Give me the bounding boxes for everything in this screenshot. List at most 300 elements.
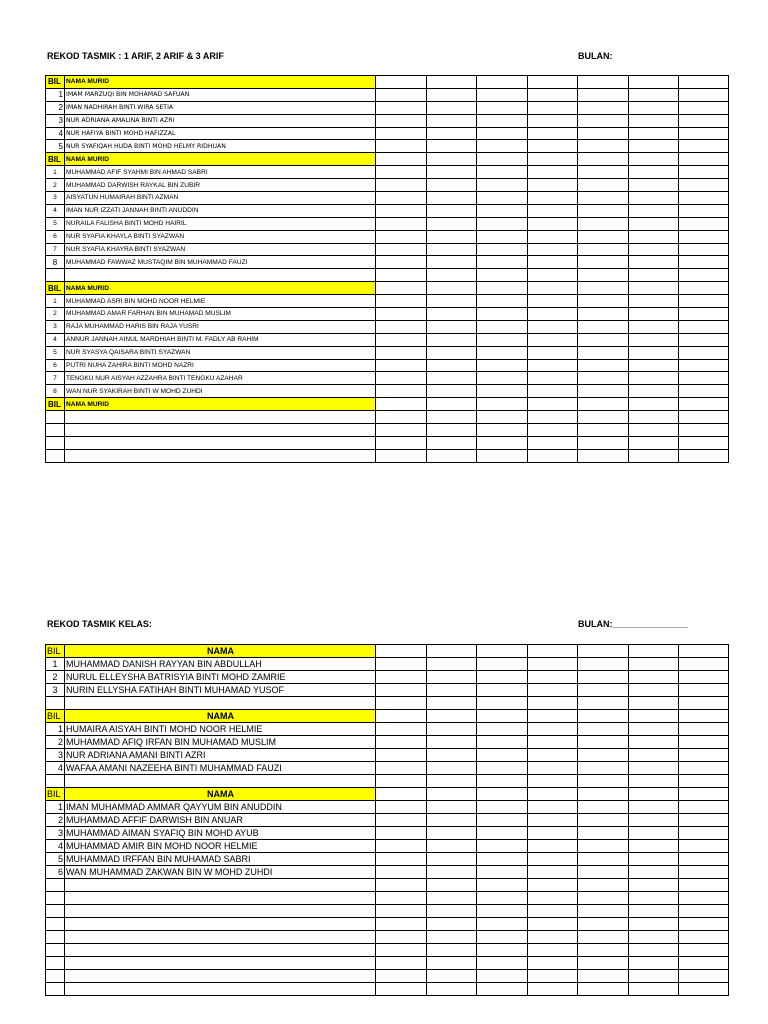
record-cell[interactable] <box>528 76 578 89</box>
record-cell[interactable] <box>679 671 729 684</box>
record-cell[interactable] <box>578 398 629 411</box>
record-cell[interactable] <box>427 127 477 140</box>
record-cell[interactable] <box>376 320 427 333</box>
record-cell[interactable] <box>578 853 629 866</box>
record-cell[interactable] <box>376 827 427 840</box>
record-cell[interactable] <box>679 243 729 256</box>
record-cell[interactable] <box>477 76 528 89</box>
record-cell[interactable] <box>427 892 477 905</box>
record-cell[interactable] <box>427 269 477 282</box>
record-cell[interactable] <box>477 166 528 179</box>
record-cell[interactable] <box>578 905 629 918</box>
record-cell[interactable] <box>528 905 578 918</box>
record-cell[interactable] <box>477 645 528 658</box>
record-cell[interactable] <box>477 372 528 385</box>
record-cell[interactable] <box>629 179 679 192</box>
record-cell[interactable] <box>528 256 578 269</box>
record-cell[interactable] <box>376 658 427 671</box>
record-cell[interactable] <box>528 333 578 346</box>
record-cell[interactable] <box>528 827 578 840</box>
record-cell[interactable] <box>679 827 729 840</box>
record-cell[interactable] <box>427 282 477 295</box>
record-cell[interactable] <box>427 359 477 372</box>
record-cell[interactable] <box>477 723 528 736</box>
record-cell[interactable] <box>528 449 578 462</box>
record-cell[interactable] <box>376 801 427 814</box>
record-cell[interactable] <box>679 295 729 308</box>
record-cell[interactable] <box>376 166 427 179</box>
record-cell[interactable] <box>679 385 729 398</box>
record-cell[interactable] <box>528 114 578 127</box>
record-cell[interactable] <box>679 658 729 671</box>
record-cell[interactable] <box>376 308 427 321</box>
record-cell[interactable] <box>477 827 528 840</box>
record-cell[interactable] <box>376 76 427 89</box>
record-cell[interactable] <box>427 385 477 398</box>
record-cell[interactable] <box>528 879 578 892</box>
record-cell[interactable] <box>376 127 427 140</box>
record-cell[interactable] <box>629 282 679 295</box>
record-cell[interactable] <box>427 308 477 321</box>
record-cell[interactable] <box>679 179 729 192</box>
record-cell[interactable] <box>528 153 578 166</box>
record-cell[interactable] <box>477 333 528 346</box>
record-cell[interactable] <box>578 256 629 269</box>
record-cell[interactable] <box>477 256 528 269</box>
record-cell[interactable] <box>376 204 427 217</box>
record-cell[interactable] <box>427 762 477 775</box>
record-cell[interactable] <box>376 723 427 736</box>
record-cell[interactable] <box>629 879 679 892</box>
record-cell[interactable] <box>376 114 427 127</box>
record-cell[interactable] <box>629 76 679 89</box>
record-cell[interactable] <box>578 153 629 166</box>
record-cell[interactable] <box>629 217 679 230</box>
record-cell[interactable] <box>578 449 629 462</box>
record-cell[interactable] <box>477 424 528 437</box>
record-cell[interactable] <box>427 671 477 684</box>
record-cell[interactable] <box>578 179 629 192</box>
record-cell[interactable] <box>578 840 629 853</box>
record-cell[interactable] <box>629 192 679 205</box>
record-cell[interactable] <box>679 140 729 153</box>
record-cell[interactable] <box>679 398 729 411</box>
record-cell[interactable] <box>528 697 578 710</box>
record-cell[interactable] <box>679 814 729 827</box>
record-cell[interactable] <box>427 411 477 424</box>
record-cell[interactable] <box>679 736 729 749</box>
record-cell[interactable] <box>578 436 629 449</box>
record-cell[interactable] <box>679 346 729 359</box>
record-cell[interactable] <box>427 256 477 269</box>
record-cell[interactable] <box>578 333 629 346</box>
record-cell[interactable] <box>477 814 528 827</box>
record-cell[interactable] <box>477 775 528 788</box>
record-cell[interactable] <box>578 931 629 944</box>
record-cell[interactable] <box>477 866 528 879</box>
record-cell[interactable] <box>528 372 578 385</box>
record-cell[interactable] <box>578 710 629 723</box>
record-cell[interactable] <box>477 101 528 114</box>
record-cell[interactable] <box>679 192 729 205</box>
record-cell[interactable] <box>477 853 528 866</box>
record-cell[interactable] <box>629 101 679 114</box>
record-cell[interactable] <box>477 320 528 333</box>
record-cell[interactable] <box>528 269 578 282</box>
record-cell[interactable] <box>477 970 528 983</box>
record-cell[interactable] <box>376 905 427 918</box>
record-cell[interactable] <box>578 114 629 127</box>
record-cell[interactable] <box>427 424 477 437</box>
record-cell[interactable] <box>679 645 729 658</box>
record-cell[interactable] <box>427 192 477 205</box>
record-cell[interactable] <box>528 359 578 372</box>
record-cell[interactable] <box>679 269 729 282</box>
record-cell[interactable] <box>629 931 679 944</box>
record-cell[interactable] <box>578 892 629 905</box>
record-cell[interactable] <box>578 372 629 385</box>
record-cell[interactable] <box>528 736 578 749</box>
record-cell[interactable] <box>679 749 729 762</box>
record-cell[interactable] <box>578 918 629 931</box>
record-cell[interactable] <box>376 853 427 866</box>
record-cell[interactable] <box>578 723 629 736</box>
record-cell[interactable] <box>578 127 629 140</box>
record-cell[interactable] <box>376 217 427 230</box>
record-cell[interactable] <box>427 684 477 697</box>
record-cell[interactable] <box>477 230 528 243</box>
record-cell[interactable] <box>629 749 679 762</box>
record-cell[interactable] <box>578 101 629 114</box>
record-cell[interactable] <box>477 192 528 205</box>
record-cell[interactable] <box>629 308 679 321</box>
record-cell[interactable] <box>427 217 477 230</box>
record-cell[interactable] <box>629 970 679 983</box>
record-cell[interactable] <box>679 114 729 127</box>
record-cell[interactable] <box>578 788 629 801</box>
record-cell[interactable] <box>679 983 729 996</box>
record-cell[interactable] <box>376 736 427 749</box>
record-cell[interactable] <box>578 269 629 282</box>
record-cell[interactable] <box>427 645 477 658</box>
record-cell[interactable] <box>528 801 578 814</box>
record-cell[interactable] <box>376 230 427 243</box>
record-cell[interactable] <box>427 801 477 814</box>
record-cell[interactable] <box>679 853 729 866</box>
record-cell[interactable] <box>629 411 679 424</box>
record-cell[interactable] <box>629 256 679 269</box>
record-cell[interactable] <box>679 775 729 788</box>
record-cell[interactable] <box>528 918 578 931</box>
record-cell[interactable] <box>376 944 427 957</box>
record-cell[interactable] <box>679 840 729 853</box>
record-cell[interactable] <box>629 710 679 723</box>
record-cell[interactable] <box>376 957 427 970</box>
record-cell[interactable] <box>477 697 528 710</box>
record-cell[interactable] <box>679 333 729 346</box>
record-cell[interactable] <box>528 101 578 114</box>
record-cell[interactable] <box>629 697 679 710</box>
record-cell[interactable] <box>477 127 528 140</box>
record-cell[interactable] <box>477 308 528 321</box>
record-cell[interactable] <box>629 827 679 840</box>
record-cell[interactable] <box>427 436 477 449</box>
record-cell[interactable] <box>629 295 679 308</box>
record-cell[interactable] <box>528 243 578 256</box>
record-cell[interactable] <box>477 983 528 996</box>
record-cell[interactable] <box>629 788 679 801</box>
record-cell[interactable] <box>427 295 477 308</box>
record-cell[interactable] <box>578 217 629 230</box>
record-cell[interactable] <box>427 114 477 127</box>
record-cell[interactable] <box>679 217 729 230</box>
record-cell[interactable] <box>629 243 679 256</box>
record-cell[interactable] <box>477 931 528 944</box>
record-cell[interactable] <box>629 892 679 905</box>
record-cell[interactable] <box>629 684 679 697</box>
record-cell[interactable] <box>629 983 679 996</box>
record-cell[interactable] <box>376 970 427 983</box>
record-cell[interactable] <box>477 359 528 372</box>
record-cell[interactable] <box>528 411 578 424</box>
record-cell[interactable] <box>376 295 427 308</box>
record-cell[interactable] <box>427 230 477 243</box>
record-cell[interactable] <box>528 970 578 983</box>
record-cell[interactable] <box>376 398 427 411</box>
record-cell[interactable] <box>578 957 629 970</box>
record-cell[interactable] <box>629 424 679 437</box>
record-cell[interactable] <box>679 166 729 179</box>
record-cell[interactable] <box>477 269 528 282</box>
record-cell[interactable] <box>376 140 427 153</box>
record-cell[interactable] <box>578 411 629 424</box>
record-cell[interactable] <box>629 762 679 775</box>
record-cell[interactable] <box>679 801 729 814</box>
record-cell[interactable] <box>629 840 679 853</box>
record-cell[interactable] <box>477 749 528 762</box>
record-cell[interactable] <box>427 179 477 192</box>
record-cell[interactable] <box>376 840 427 853</box>
record-cell[interactable] <box>629 736 679 749</box>
record-cell[interactable] <box>629 359 679 372</box>
record-cell[interactable] <box>477 204 528 217</box>
record-cell[interactable] <box>528 853 578 866</box>
record-cell[interactable] <box>528 436 578 449</box>
record-cell[interactable] <box>427 372 477 385</box>
record-cell[interactable] <box>679 723 729 736</box>
record-cell[interactable] <box>629 449 679 462</box>
record-cell[interactable] <box>376 192 427 205</box>
record-cell[interactable] <box>477 671 528 684</box>
record-cell[interactable] <box>427 840 477 853</box>
record-cell[interactable] <box>578 645 629 658</box>
record-cell[interactable] <box>376 918 427 931</box>
record-cell[interactable] <box>376 983 427 996</box>
record-cell[interactable] <box>427 879 477 892</box>
record-cell[interactable] <box>477 153 528 166</box>
record-cell[interactable] <box>578 814 629 827</box>
record-cell[interactable] <box>629 320 679 333</box>
record-cell[interactable] <box>679 101 729 114</box>
record-cell[interactable] <box>477 905 528 918</box>
record-cell[interactable] <box>376 333 427 346</box>
record-cell[interactable] <box>376 684 427 697</box>
record-cell[interactable] <box>427 775 477 788</box>
record-cell[interactable] <box>679 424 729 437</box>
record-cell[interactable] <box>427 866 477 879</box>
record-cell[interactable] <box>427 697 477 710</box>
record-cell[interactable] <box>427 320 477 333</box>
record-cell[interactable] <box>427 723 477 736</box>
record-cell[interactable] <box>376 436 427 449</box>
record-cell[interactable] <box>528 775 578 788</box>
record-cell[interactable] <box>679 892 729 905</box>
record-cell[interactable] <box>528 204 578 217</box>
record-cell[interactable] <box>679 88 729 101</box>
record-cell[interactable] <box>528 398 578 411</box>
record-cell[interactable] <box>528 645 578 658</box>
record-cell[interactable] <box>528 308 578 321</box>
record-cell[interactable] <box>629 957 679 970</box>
record-cell[interactable] <box>376 671 427 684</box>
record-cell[interactable] <box>528 127 578 140</box>
record-cell[interactable] <box>528 295 578 308</box>
record-cell[interactable] <box>427 88 477 101</box>
record-cell[interactable] <box>578 295 629 308</box>
record-cell[interactable] <box>679 957 729 970</box>
record-cell[interactable] <box>427 918 477 931</box>
record-cell[interactable] <box>629 333 679 346</box>
record-cell[interactable] <box>477 879 528 892</box>
record-cell[interactable] <box>376 88 427 101</box>
record-cell[interactable] <box>578 749 629 762</box>
record-cell[interactable] <box>679 710 729 723</box>
record-cell[interactable] <box>578 944 629 957</box>
record-cell[interactable] <box>679 866 729 879</box>
record-cell[interactable] <box>578 658 629 671</box>
record-cell[interactable] <box>528 710 578 723</box>
record-cell[interactable] <box>679 931 729 944</box>
record-cell[interactable] <box>376 101 427 114</box>
record-cell[interactable] <box>376 449 427 462</box>
record-cell[interactable] <box>477 658 528 671</box>
record-cell[interactable] <box>376 424 427 437</box>
record-cell[interactable] <box>427 944 477 957</box>
record-cell[interactable] <box>376 346 427 359</box>
record-cell[interactable] <box>477 710 528 723</box>
record-cell[interactable] <box>427 76 477 89</box>
record-cell[interactable] <box>376 697 427 710</box>
record-cell[interactable] <box>578 983 629 996</box>
record-cell[interactable] <box>427 853 477 866</box>
record-cell[interactable] <box>477 957 528 970</box>
record-cell[interactable] <box>427 970 477 983</box>
record-cell[interactable] <box>528 931 578 944</box>
record-cell[interactable] <box>477 788 528 801</box>
record-cell[interactable] <box>477 684 528 697</box>
record-cell[interactable] <box>629 645 679 658</box>
record-cell[interactable] <box>578 243 629 256</box>
record-cell[interactable] <box>477 398 528 411</box>
record-cell[interactable] <box>578 424 629 437</box>
record-cell[interactable] <box>427 101 477 114</box>
record-cell[interactable] <box>629 269 679 282</box>
record-cell[interactable] <box>528 424 578 437</box>
record-cell[interactable] <box>427 931 477 944</box>
record-cell[interactable] <box>578 684 629 697</box>
record-cell[interactable] <box>679 970 729 983</box>
record-cell[interactable] <box>477 88 528 101</box>
record-cell[interactable] <box>427 243 477 256</box>
record-cell[interactable] <box>578 970 629 983</box>
record-cell[interactable] <box>629 140 679 153</box>
record-cell[interactable] <box>477 385 528 398</box>
record-cell[interactable] <box>679 905 729 918</box>
record-cell[interactable] <box>477 346 528 359</box>
record-cell[interactable] <box>679 684 729 697</box>
record-cell[interactable] <box>427 449 477 462</box>
record-cell[interactable] <box>629 230 679 243</box>
record-cell[interactable] <box>528 749 578 762</box>
record-cell[interactable] <box>679 697 729 710</box>
record-cell[interactable] <box>629 853 679 866</box>
record-cell[interactable] <box>376 411 427 424</box>
record-cell[interactable] <box>376 645 427 658</box>
record-cell[interactable] <box>376 385 427 398</box>
record-cell[interactable] <box>679 879 729 892</box>
record-cell[interactable] <box>376 282 427 295</box>
record-cell[interactable] <box>629 775 679 788</box>
record-cell[interactable] <box>477 179 528 192</box>
record-cell[interactable] <box>528 671 578 684</box>
record-cell[interactable] <box>528 840 578 853</box>
record-cell[interactable] <box>427 710 477 723</box>
record-cell[interactable] <box>376 243 427 256</box>
record-cell[interactable] <box>578 346 629 359</box>
record-cell[interactable] <box>528 88 578 101</box>
record-cell[interactable] <box>376 179 427 192</box>
record-cell[interactable] <box>629 398 679 411</box>
record-cell[interactable] <box>629 204 679 217</box>
record-cell[interactable] <box>578 775 629 788</box>
record-cell[interactable] <box>477 944 528 957</box>
record-cell[interactable] <box>427 140 477 153</box>
record-cell[interactable] <box>528 762 578 775</box>
record-cell[interactable] <box>578 879 629 892</box>
record-cell[interactable] <box>578 192 629 205</box>
record-cell[interactable] <box>578 204 629 217</box>
record-cell[interactable] <box>477 762 528 775</box>
record-cell[interactable] <box>376 814 427 827</box>
record-cell[interactable] <box>376 749 427 762</box>
record-cell[interactable] <box>528 320 578 333</box>
record-cell[interactable] <box>578 866 629 879</box>
record-cell[interactable] <box>629 385 679 398</box>
record-cell[interactable] <box>427 333 477 346</box>
record-cell[interactable] <box>679 359 729 372</box>
record-cell[interactable] <box>528 230 578 243</box>
record-cell[interactable] <box>477 918 528 931</box>
record-cell[interactable] <box>477 736 528 749</box>
record-cell[interactable] <box>477 114 528 127</box>
record-cell[interactable] <box>629 918 679 931</box>
record-cell[interactable] <box>629 166 679 179</box>
record-cell[interactable] <box>477 295 528 308</box>
record-cell[interactable] <box>376 762 427 775</box>
record-cell[interactable] <box>528 814 578 827</box>
record-cell[interactable] <box>528 282 578 295</box>
record-cell[interactable] <box>679 230 729 243</box>
